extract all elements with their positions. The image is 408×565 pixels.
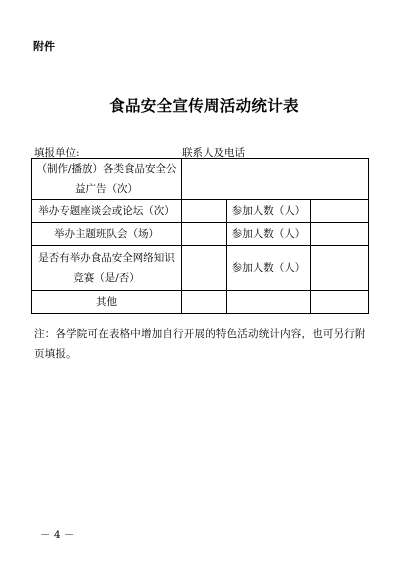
value-cell-public-ads[interactable] <box>182 159 369 200</box>
row-label-other: 其他 <box>32 291 182 314</box>
value-cell-class-meetings[interactable] <box>182 223 227 246</box>
participants-cell-class-meetings[interactable] <box>311 223 369 246</box>
table-row <box>32 200 369 223</box>
contact-label: 联系人及电话 <box>182 147 245 159</box>
value-cell-online-quiz[interactable] <box>182 246 227 291</box>
row-label-class-meetings: 举办主题班队会（场） <box>32 223 182 246</box>
table-row <box>32 159 369 200</box>
row-label-seminars: 举办专题座谈会或论坛（次） <box>32 200 182 223</box>
value-cell-other-3[interactable] <box>311 291 369 314</box>
statistics-table <box>31 158 369 314</box>
fill-unit-label: 填报单位: <box>34 147 80 159</box>
table-row <box>32 291 369 314</box>
attachment-label: 附件 <box>33 40 55 53</box>
page-number: － 4 － <box>40 529 75 541</box>
participants-cell-seminars[interactable] <box>311 200 369 223</box>
value-cell-seminars[interactable] <box>182 200 227 223</box>
table-row <box>32 223 369 246</box>
footnote: 注：各学院可在表格中增加自行开展的特色活动统计内容，也可另行附页填报。 <box>34 328 366 360</box>
participants-cell-online-quiz[interactable] <box>311 246 369 291</box>
table-row <box>32 246 369 291</box>
row-label-online-quiz: 是否有举办食品安全网络知识竞赛（是/否） <box>32 246 182 291</box>
value-cell-other[interactable] <box>182 291 227 314</box>
participants-label: 参加人数（人） <box>227 223 311 246</box>
page-title: 食品安全宣传周活动统计表 <box>109 97 299 115</box>
participants-label: 参加人数（人） <box>227 246 311 291</box>
participants-label: 参加人数（人） <box>227 200 311 223</box>
value-cell-other-2[interactable] <box>227 291 311 314</box>
row-label-public-ads: （制作/播放）各类食品安全公益广告（次） <box>32 159 182 200</box>
